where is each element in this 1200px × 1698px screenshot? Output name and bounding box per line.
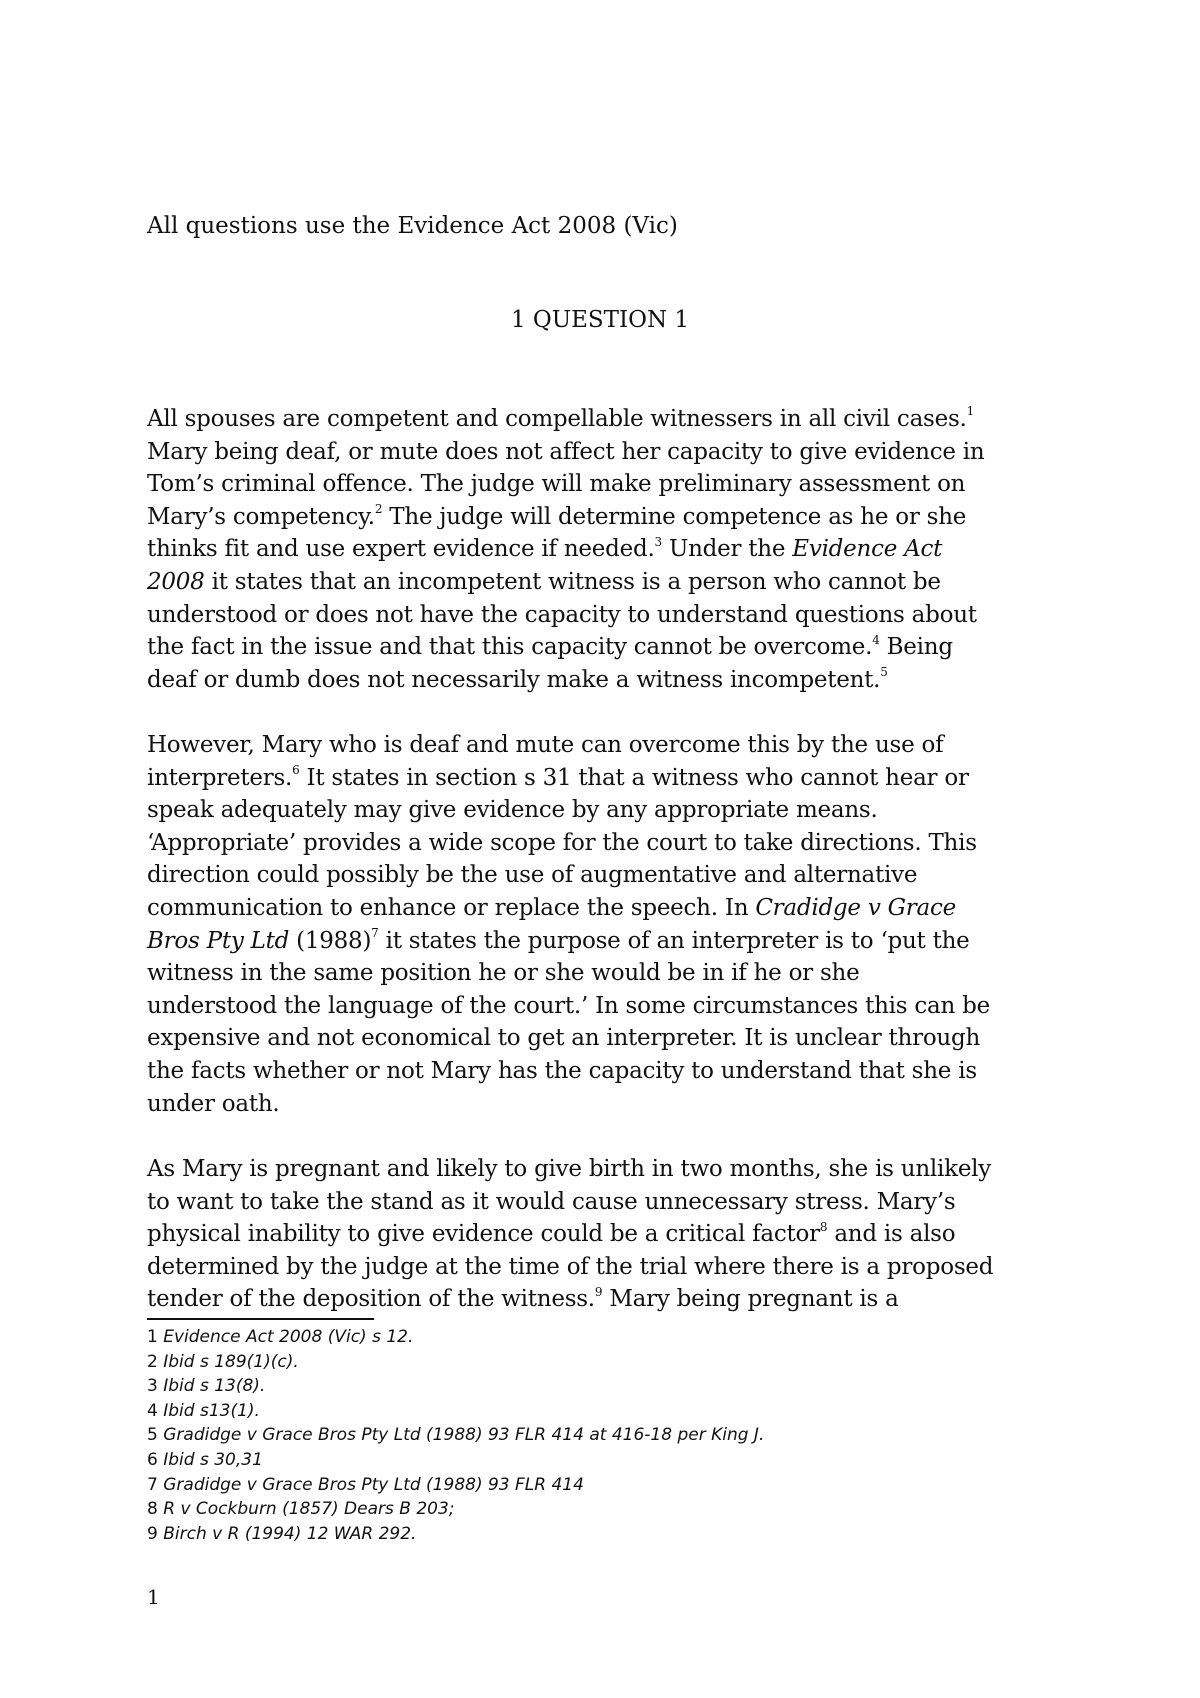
text-line (147, 664, 1077, 697)
text-run: interpreters. (147, 764, 293, 791)
footnote-number: 9 (147, 1523, 158, 1544)
text-line (147, 1088, 1077, 1121)
footnote-number: 2 (147, 1351, 158, 1372)
footnote (147, 1350, 764, 1375)
text-line (147, 631, 1077, 664)
footnote (147, 1423, 764, 1448)
text-run: Mary being pregnant is a (602, 1286, 899, 1313)
text-line (147, 533, 1077, 566)
footnote-citation: Ibid s 30,31 (163, 1449, 263, 1470)
footnote-ref: 3 (654, 534, 662, 549)
footnote-ref: 8 (819, 1219, 828, 1234)
text-line (147, 436, 1077, 469)
footnote-citation: Gradidge v Grace Bros Pty Ltd (1988) 93 FLR 414 at 416-18 per King J. (163, 1425, 765, 1446)
text-run: deaf or dumb does not necessarily make a witness incompetent. (147, 666, 881, 693)
text-line (147, 1251, 1077, 1284)
paragraph (147, 1153, 1077, 1316)
text-run: However, Mary who is deaf and mute can overcome this by the use of (147, 732, 944, 758)
text-run: direction could possibly be the use of augmentative and alternative (147, 862, 918, 889)
text-line (147, 1186, 1077, 1219)
text-run: ‘Appropriate’ provides a wide scope for the court to take directions. This (147, 829, 977, 856)
footnote-citation: Evidence Act 2008 (Vic) s 12. (163, 1327, 414, 1347)
text-run: physical inability to give evidence could be a critical factor (147, 1221, 820, 1248)
text-run: As Mary is pregnant and likely to give birth in two months, she is unlikely (147, 1156, 992, 1182)
text-line (147, 957, 1077, 990)
text-run: Under the (661, 536, 793, 563)
text-line (147, 827, 1077, 860)
text-run: The judge will determine competence as he or she (382, 503, 967, 530)
footnote-ref: 7 (371, 925, 379, 940)
text-run: thinks fit and use expert evidence if needed. (147, 536, 655, 563)
paragraph (147, 729, 1077, 1120)
text-run: speak adequately may give evidence by any appropriate means. (147, 797, 878, 824)
section-heading: 1 QUESTION 1 (510, 307, 690, 333)
footnote-number: 7 (147, 1474, 158, 1495)
footnote-citation: Ibid s 13(8). (163, 1376, 266, 1397)
text-run: it states that an incompetent witness is a person who cannot be (204, 568, 941, 595)
text-run: Being (879, 634, 953, 661)
text-line (147, 403, 1077, 436)
text-run: the fact in the issue and that this capacity cannot be overcome. (147, 634, 873, 661)
footnote-ref: 1 (966, 404, 974, 419)
paragraph (147, 403, 1077, 696)
footnote-number: 1 (147, 1327, 158, 1347)
footnote-ref: 4 (872, 632, 880, 647)
footnote-separator (147, 1318, 374, 1320)
text-line (147, 599, 1077, 632)
footnote (147, 1497, 764, 1522)
text-line (147, 1055, 1077, 1088)
text-run: All spouses are competent and compellable witnessers in all civil cases. (147, 406, 967, 432)
footnote-ref: 2 (374, 502, 383, 517)
footnote-citation: Ibid s 189(1)(c). (163, 1351, 299, 1372)
text-line (147, 1218, 1077, 1251)
text-run: determined by the judge at the time of the trial where there is a proposed (147, 1253, 994, 1280)
text-line (147, 859, 1077, 892)
text-line (147, 925, 1077, 958)
text-line (147, 892, 1077, 925)
emphasis-text: Evidence Act (792, 536, 943, 563)
text-run: expensive and not economical to get an interpreter. It is unclear through (147, 1025, 981, 1052)
text-run: understood the language of the court.’ In some circumstances this can be (147, 992, 990, 1019)
text-run: It states in section s 31 that a witness who cannot hear or (299, 764, 969, 791)
footnote (147, 1325, 764, 1350)
text-line (147, 729, 1077, 762)
footnote-ref: 9 (594, 1284, 603, 1299)
footnote-number: 8 (147, 1499, 158, 1520)
footnote (147, 1374, 764, 1399)
text-line (147, 762, 1077, 795)
text-run: and is also (827, 1221, 956, 1248)
footnote-citation: R v Cockburn (1857) Dears B 203; (163, 1499, 455, 1520)
intro-line: All questions use the Evidence Act 2008 (Vic) (147, 213, 678, 239)
text-run: understood or does not have the capacity to understand questions about (147, 601, 977, 628)
footnotes-list (147, 1325, 764, 1546)
text-line (147, 794, 1077, 827)
footnote (147, 1399, 764, 1424)
text-run: Tom’s criminal offence. The judge will make preliminary assessment on (147, 471, 966, 498)
text-run: (1988) (289, 927, 372, 954)
footnote-number: 4 (147, 1400, 158, 1421)
text-run: Mary’s competency. (147, 503, 375, 530)
footnote-ref: 5 (880, 665, 888, 680)
text-line (147, 1022, 1077, 1055)
emphasis-text: Cradidge v Grace (755, 894, 956, 921)
text-line (147, 1153, 1077, 1186)
text-line (147, 468, 1077, 501)
text-run: the facts whether or not Mary has the capacity to understand that she is (147, 1057, 977, 1084)
page-number: 1 (147, 1585, 160, 1609)
footnote (147, 1522, 764, 1547)
text-run: it states the purpose of an interpreter is to ‘put the (378, 927, 970, 954)
text-line (147, 990, 1077, 1023)
footnote-citation: Ibid s13(1). (163, 1400, 260, 1421)
text-run: to want to take the stand as it would cause unnecessary stress. Mary’s (147, 1188, 956, 1215)
emphasis-text: Bros Pty Ltd (147, 927, 290, 954)
footnote (147, 1473, 764, 1498)
footnote-number: 3 (147, 1376, 158, 1397)
text-run: witness in the same position he or she would be in if he or she (147, 960, 860, 987)
text-run: communication to enhance or replace the speech. In (147, 894, 756, 921)
text-line (147, 566, 1077, 599)
footnote-ref: 6 (292, 762, 300, 777)
footnote-number: 5 (147, 1425, 158, 1446)
text-line (147, 1283, 1077, 1316)
text-run: Mary being deaf, or mute does not affect her capacity to give evidence in (147, 438, 985, 465)
emphasis-text: 2008 (147, 568, 205, 595)
footnote (147, 1448, 764, 1473)
text-line (147, 501, 1077, 534)
footnote-number: 6 (147, 1449, 158, 1470)
text-run: under oath. (147, 1090, 280, 1117)
text-run: tender of the deposition of the witness. (147, 1286, 595, 1313)
footnote-citation: Birch v R (1994) 12 WAR 292. (163, 1523, 417, 1544)
footnote-citation: Gradidge v Grace Bros Pty Ltd (1988) 93 FLR 414 (163, 1474, 584, 1495)
